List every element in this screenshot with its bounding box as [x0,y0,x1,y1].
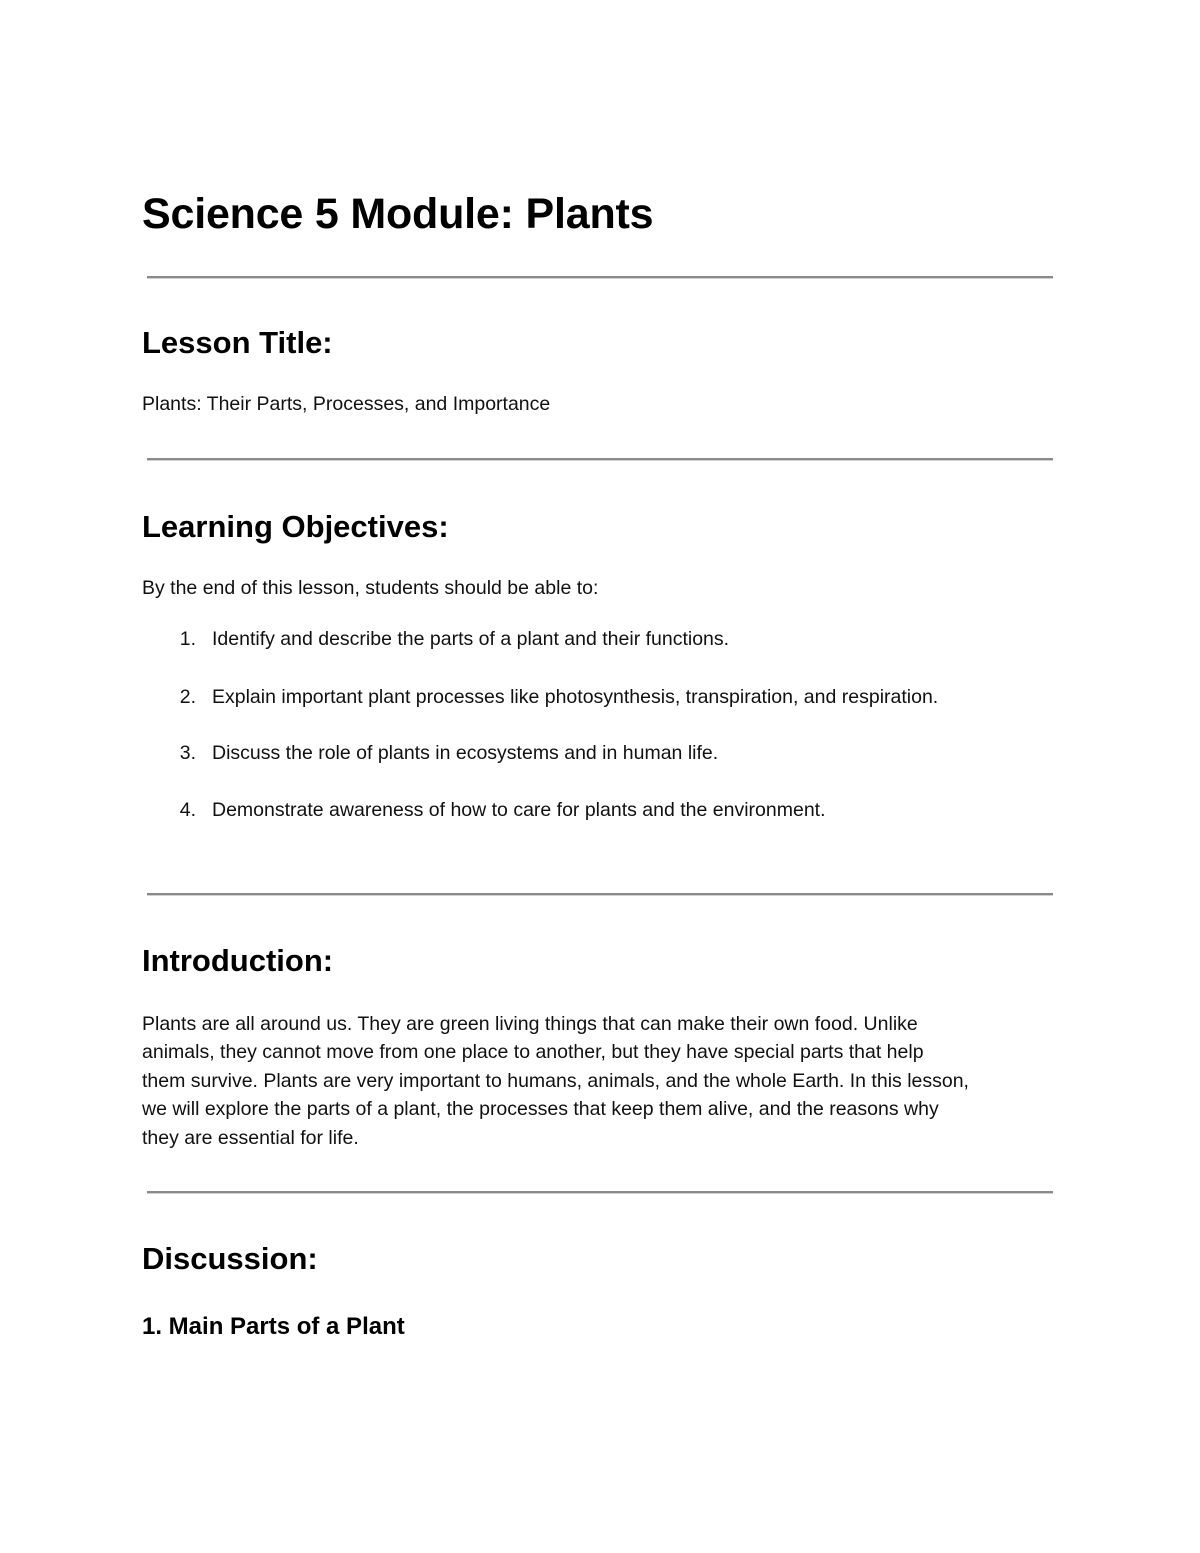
paragraph-line: animals, they cannot move from one place to another, but they have special parts that help [142,1041,924,1064]
list-item-text: Demonstrate awareness of how to care for plants and the environment. [212,799,826,821]
list-item [142,683,1102,711]
page-title: Science 5 Module: Plants [142,190,654,238]
list-item [142,625,1102,653]
divider [147,276,1053,279]
list-item-number: 3. [179,742,196,764]
list-item [142,739,1102,767]
learning-objectives-heading: Learning Objectives: [142,509,449,544]
introduction-paragraph [142,1010,1062,1152]
discussion-subheading: 1. Main Parts of a Plant [142,1313,405,1340]
divider [147,458,1053,461]
list-item-text: Explain important plant processes like photosynthesis, transpiration, and respiration. [212,686,939,708]
list-item-text: Identify and describe the parts of a plant and their functions. [212,628,730,650]
paragraph-line: they are essential for life. [142,1126,359,1149]
lesson-title-text: Plants: Their Parts, Processes, and Importance [142,393,551,415]
lesson-title-heading: Lesson Title: [142,325,333,360]
paragraph-line: we will explore the parts of a plant, the processes that keep them alive, and the reasons why [142,1098,939,1121]
list-item-number: 2. [179,686,196,708]
discussion-heading: Discussion: [142,1241,318,1276]
list-item-text: Discuss the role of plants in ecosystems and in human life. [212,742,719,764]
paragraph-line: Plants are all around us. They are green living things that can make their own food. Unlike [142,1013,918,1035]
list-item-number: 1. [179,628,196,650]
learning-objectives-intro: By the end of this lesson, students should be able to: [142,577,599,599]
divider [147,1191,1053,1194]
paragraph-line: them survive. Plants are very important to humans, animals, and the whole Earth. In this lesson, [142,1069,969,1092]
introduction-heading: Introduction: [142,943,334,978]
divider [147,893,1053,896]
list-item-number: 4. [179,799,196,821]
list-item [142,796,1102,824]
